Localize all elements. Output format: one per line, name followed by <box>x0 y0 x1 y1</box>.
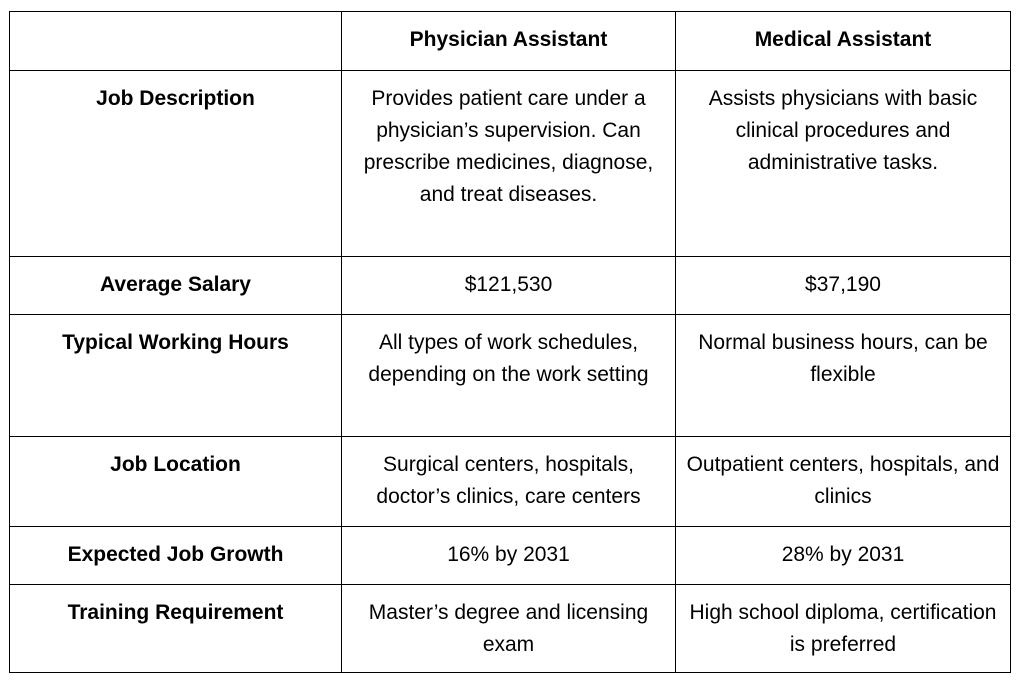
medical-assistant-cell: $37,190 <box>676 257 1011 315</box>
table-row <box>10 315 1011 437</box>
table-row <box>10 71 1011 257</box>
physician-assistant-cell: All types of work schedules, depending on the work setting <box>342 315 676 437</box>
row-label: Typical Working Hours <box>10 315 342 437</box>
row-label: Average Salary <box>10 257 342 315</box>
medical-assistant-cell: 28% by 2031 <box>676 527 1011 585</box>
medical-assistant-cell: Outpatient centers, hospitals, and clinics <box>676 437 1011 527</box>
table-row <box>10 585 1011 673</box>
table-row <box>10 257 1011 315</box>
table-row <box>10 527 1011 585</box>
row-label: Expected Job Growth <box>10 527 342 585</box>
header-physician-assistant: Physician Assistant <box>342 12 676 71</box>
physician-assistant-cell: Surgical centers, hospitals, doctor’s clinics, care centers <box>342 437 676 527</box>
row-label: Training Requirement <box>10 585 342 673</box>
row-label: Job Description <box>10 71 342 257</box>
physician-assistant-cell: 16% by 2031 <box>342 527 676 585</box>
physician-assistant-cell: Provides patient care under a physician’s supervision. Can prescribe medicines, diagnose, and treat diseases. <box>342 71 676 257</box>
header-empty-cell <box>10 12 342 71</box>
medical-assistant-cell: Assists physicians with basic clinical procedures and administrative tasks. <box>676 71 1011 257</box>
physician-assistant-cell: $121,530 <box>342 257 676 315</box>
medical-assistant-cell: High school diploma, certification is preferred <box>676 585 1011 673</box>
row-label: Job Location <box>10 437 342 527</box>
table-header-row <box>10 12 1011 71</box>
medical-assistant-cell: Normal business hours, can be flexible <box>676 315 1011 437</box>
comparison-table <box>9 11 1011 673</box>
table-row <box>10 437 1011 527</box>
header-medical-assistant: Medical Assistant <box>676 12 1011 71</box>
physician-assistant-cell: Master’s degree and licensing exam <box>342 585 676 673</box>
